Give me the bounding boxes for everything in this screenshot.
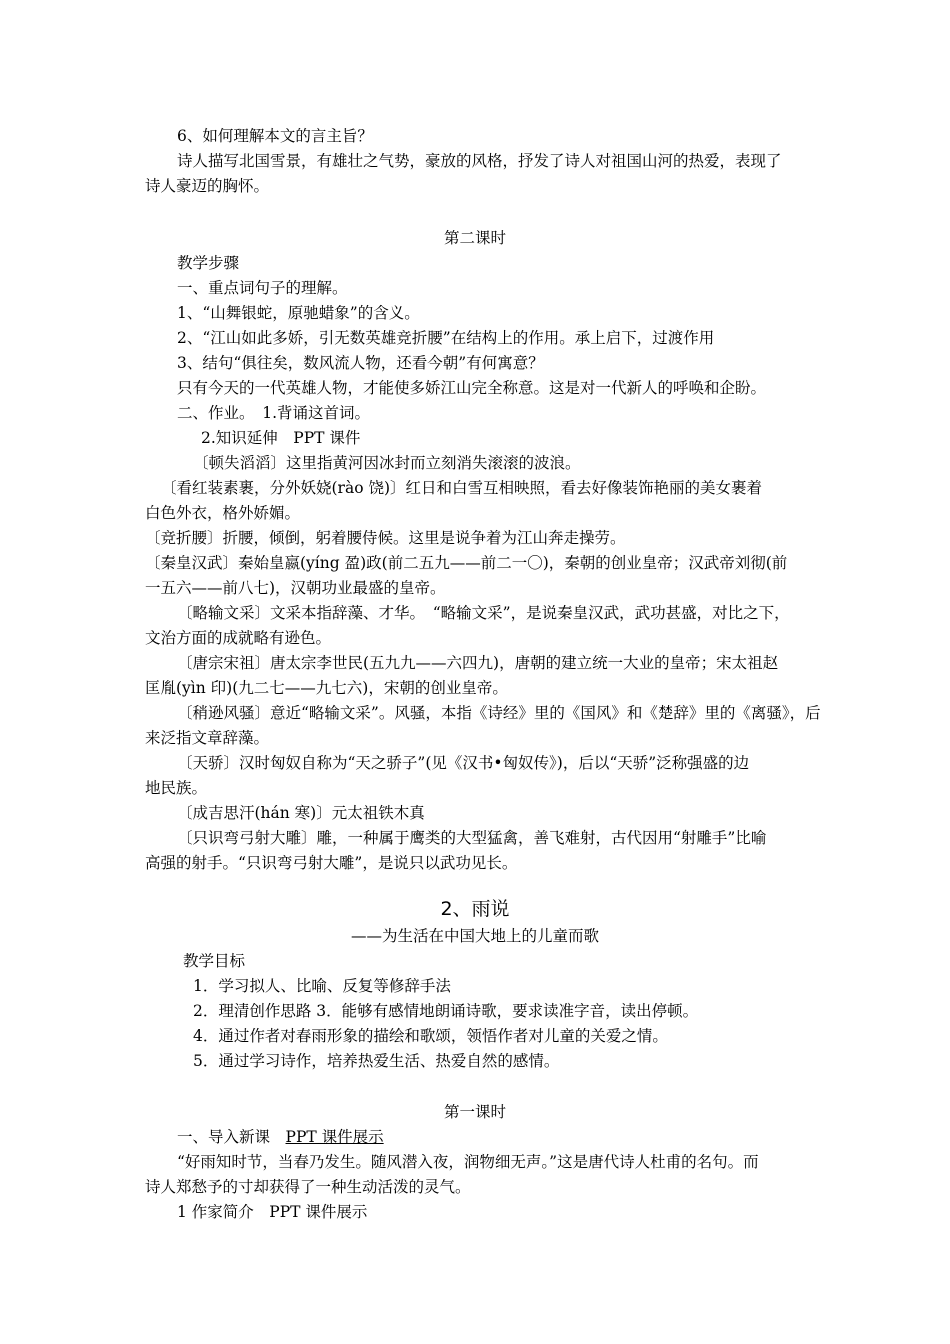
item-2: 2、“江山如此多娇，引无数英雄竞折腰”在结构上的作用。承上启下，过渡作用 — [177, 329, 715, 347]
intro-text-line-2: 诗人郑愁予的寸却获得了一种生动活泼的灵气。 — [145, 1178, 471, 1196]
part-2-homework: 二、作业。 1.背诵这首词。 — [177, 404, 371, 422]
item-3-answer: 只有今天的一代英雄人物，才能使多娇江山完全称意。这是对一代新人的呼唤和企盼。 — [177, 379, 767, 397]
note-line: 来泛指文章辞藻。 — [145, 729, 270, 747]
part-1-heading: 一、重点词句子的理解。 — [177, 279, 348, 297]
answer-line-1: 诗人描写北国雪景，有雄壮之气势，豪放的风格，抒发了诗人对祖国山河的热爱，表现了 — [177, 152, 782, 170]
note-line: 地民族。 — [145, 779, 208, 797]
goals-heading: 教学目标 — [183, 952, 246, 970]
note-line: 〔看红装素裹，分外妖娆(rào 饶)〕红日和白雪互相映照，看去好像装饰艳丽的美女裹着 — [161, 479, 763, 497]
teaching-steps: 教学步骤 — [177, 254, 240, 272]
question-6: 6、如何理解本文的言主旨？ — [177, 127, 373, 145]
intro-text-line-1: “好雨知时节，当春乃发生。随风潜入夜，润物细无声。”这是唐代诗人杜甫的名句。而 — [177, 1153, 759, 1171]
note-line: 〔秦皇汉武〕秦始皇嬴(yíng 盈)政(前二五九——前二一〇)，秦朝的创业皇帝；汉武帝刘彻(前 — [145, 554, 788, 572]
note-line: 〔成吉思汗(hán 寒)〕元太祖铁木真 — [177, 804, 425, 822]
note-line: 〔略输文采〕文采本指辞藻、才华。 “略输文采”，是说秦皇汉武，武功甚盛，对比之下， — [177, 604, 790, 622]
note-line: 高强的射手。“只识弯弓射大雕”，是说只以武功见长。 — [145, 854, 518, 872]
lesson-1-heading: 第一课时 — [443, 1103, 506, 1121]
intro-line — [177, 1127, 384, 1147]
goal-item: 1．学习拟人、比喻、反复等修辞手法 — [193, 977, 451, 995]
item-3: 3、结句“俱往矣，数风流人物，还看今朝”有何寓意？ — [177, 354, 544, 372]
note-line: 文治方面的成就略有逊色。 — [145, 629, 332, 647]
note-line: 〔唐宗宋祖〕唐太宗李世民(五九九——六四九)，唐朝的建立统一大业的皇帝；宋太祖赵 — [177, 654, 779, 672]
note-line: 匡胤(yìn 印)(九二七——九七六)，宋朝的创业皇帝。 — [145, 679, 508, 697]
item-1: 1、“山舞银蛇，原驰蜡象”的含义。 — [177, 304, 420, 322]
chapter-subtitle: ——为生活在中国大地上的儿童而歌 — [350, 927, 599, 945]
chapter-title: 2、雨说 — [440, 898, 510, 920]
ppt-courseware-link[interactable]: PPT 课件展示 — [285, 1128, 384, 1146]
note-line: 〔竞折腰〕折腰，倾倒，躬着腰侍候。这里是说争着为江山奔走操劳。 — [145, 529, 626, 547]
goal-item: 2．理清创作思路 3．能够有感情地朗诵诗歌，要求读准字音，读出停顿。 — [193, 1002, 699, 1020]
lesson-2-heading: 第二课时 — [443, 229, 506, 247]
goal-item: 4．通过作者对春雨形象的描绘和歌颂，领悟作者对儿童的关爱之情。 — [193, 1027, 668, 1045]
answer-line-2: 诗人豪迈的胸怀。 — [145, 177, 270, 195]
note-line: 〔只识弯弓射大雕〕雕，一种属于鹰类的大型猛禽，善飞难射，古代因用“射雕手”比喻 — [177, 829, 767, 847]
intro-prefix: 一、导入新课 — [177, 1128, 286, 1146]
note-line: 〔顿失滔滔〕这里指黄河因冰封而立刻消失滚滚的波浪。 — [193, 454, 581, 472]
part-2-extension: 2.知识延伸 PPT 课件 — [201, 429, 361, 447]
note-line: 白色外衣，格外娇媚。 — [145, 504, 301, 522]
goal-item: 5．通过学习诗作，培养热爱生活、热爱自然的感情。 — [193, 1052, 560, 1070]
author-intro: 1 作家简介 PPT 课件展示 — [177, 1203, 368, 1221]
note-line: 〔天骄〕汉时匈奴自称为“天之骄子”(见《汉书•匈奴传》)，后以“天骄”泛称强盛的边 — [177, 754, 750, 772]
note-line: 〔稍逊风骚〕意近“略输文采”。风骚，本指《诗经》里的《国风》和《楚辞》里的《离骚》，后 — [177, 704, 821, 722]
note-line: 一五六——前八七)，汉朝功业最盛的皇帝。 — [145, 579, 446, 597]
